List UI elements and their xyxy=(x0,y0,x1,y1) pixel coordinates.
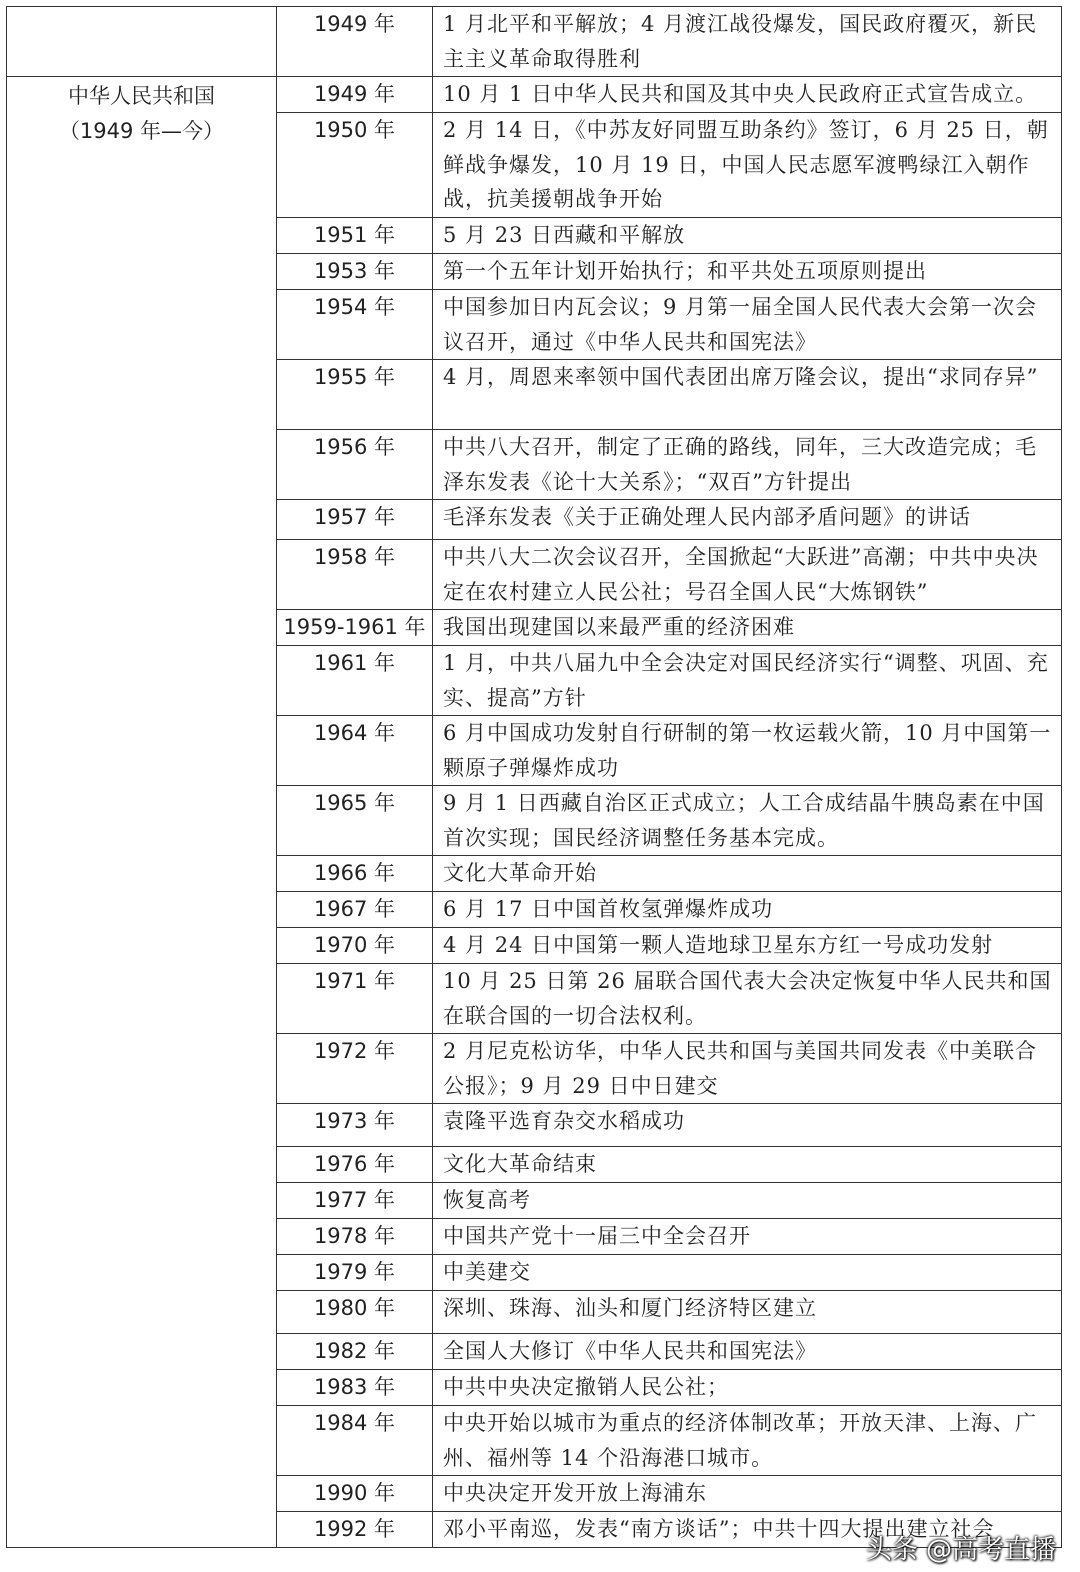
year-cell: 1958 年 xyxy=(277,540,433,610)
event-cell: 文化大革命开始 xyxy=(433,856,1062,892)
event-cell: 6 月 17 日中国首枚氢弹爆炸成功 xyxy=(433,892,1062,928)
event-cell: 中共八大二次会议召开，全国掀起“大跃进”高潮；中共中央决定在农村建立人民公社；号召全国人民“大炼钢铁” xyxy=(433,540,1062,610)
event-cell: 4 月 24 日中国第一颗人造地球卫星东方红一号成功发射 xyxy=(433,928,1062,964)
watermark: 头条 @高考直播 xyxy=(865,1535,1056,1565)
year-cell: 1950 年 xyxy=(277,113,433,218)
year-cell: 1965 年 xyxy=(277,786,433,856)
event-cell: 中央开始以城市为重点的经济体制改革；开放天津、上海、广州、福州等 14 个沿海港口城市。 xyxy=(433,1406,1062,1476)
event-cell: 袁隆平选育杂交水稻成功 xyxy=(433,1104,1062,1147)
year-cell: 1949 年 xyxy=(277,77,433,113)
event-cell: 中国共产党十一届三中全会召开 xyxy=(433,1219,1062,1255)
year-cell: 1990 年 xyxy=(277,1476,433,1512)
year-cell: 1977 年 xyxy=(277,1183,433,1219)
chronology-table xyxy=(6,6,1062,1548)
year-cell: 1966 年 xyxy=(277,856,433,892)
chronology-body xyxy=(7,7,1062,1548)
event-cell: 中美建交 xyxy=(433,1255,1062,1291)
period-name: 中华人民共和国 xyxy=(68,84,215,108)
event-cell: 5 月 23 日西藏和平解放 xyxy=(433,218,1062,254)
year-cell: 1976 年 xyxy=(277,1147,433,1183)
period-range: （1949 年—今） xyxy=(58,118,225,143)
event-cell: 深圳、珠海、汕头和厦门经济特区建立 xyxy=(433,1291,1062,1334)
year-cell: 1949 年 xyxy=(277,7,433,77)
event-cell: 毛泽东发表《关于正确处理人民内部矛盾问题》的讲话 xyxy=(433,500,1062,540)
event-cell: 全国人大修订《中华人民共和国宪法》 xyxy=(433,1334,1062,1370)
year-cell: 1972 年 xyxy=(277,1034,433,1104)
year-cell: 1967 年 xyxy=(277,892,433,928)
event-cell: 中国参加日内瓦会议；9 月第一届全国人民代表大会第一次会议召开，通过《中华人民共和国宪法》 xyxy=(433,290,1062,360)
year-cell: 1964 年 xyxy=(277,716,433,786)
event-cell: 6 月中国成功发射自行研制的第一枚运载火箭，10 月中国第一颗原子弹爆炸成功 xyxy=(433,716,1062,786)
event-cell: 文化大革命结束 xyxy=(433,1147,1062,1183)
year-cell: 1953 年 xyxy=(277,254,433,290)
year-cell: 1992 年 xyxy=(277,1512,433,1548)
event-cell: 中共八大召开，制定了正确的路线，同年，三大改造完成；毛泽东发表《论十大关系》；“双百”方针提出 xyxy=(433,430,1062,500)
event-cell: 10 月 25 日第 26 届联合国代表大会决定恢复中华人民共和国在联合国的一切合法权利。 xyxy=(433,964,1062,1034)
table-row xyxy=(7,77,1062,113)
year-cell: 1982 年 xyxy=(277,1334,433,1370)
event-cell: 我国出现建国以来最严重的经济困难 xyxy=(433,610,1062,646)
year-cell: 1979 年 xyxy=(277,1255,433,1291)
year-cell: 1983 年 xyxy=(277,1370,433,1406)
year-cell: 1959-1961 年 xyxy=(277,610,433,646)
event-cell: 9 月 1 日西藏自治区正式成立；人工合成结晶牛胰岛素在中国首次实现；国民经济调整任务基本完成。 xyxy=(433,786,1062,856)
period-cell-prc xyxy=(7,77,277,1548)
event-cell: 2 月尼克松访华，中华人民共和国与美国共同发表《中美联合公报》；9 月 29 日中日建交 xyxy=(433,1034,1062,1104)
year-cell: 1956 年 xyxy=(277,430,433,500)
event-cell: 2 月 14 日，《中苏友好同盟互助条约》签订，6 月 25 日，朝鲜战争爆发，10 月 19 日，中国人民志愿军渡鸭绿江入朝作战，抗美援朝战争开始 xyxy=(433,113,1062,218)
table-row xyxy=(7,7,1062,77)
year-cell: 1954 年 xyxy=(277,290,433,360)
year-cell: 1970 年 xyxy=(277,928,433,964)
year-cell: 1961 年 xyxy=(277,646,433,716)
event-cell: 10 月 1 日中华人民共和国及其中央人民政府正式宣告成立。 xyxy=(433,77,1062,113)
event-cell: 中共中央决定撤销人民公社； xyxy=(433,1370,1062,1406)
event-cell: 第一个五年计划开始执行；和平共处五项原则提出 xyxy=(433,254,1062,290)
year-cell: 1957 年 xyxy=(277,500,433,540)
event-cell: 中央决定开发开放上海浦东 xyxy=(433,1476,1062,1512)
year-cell: 1980 年 xyxy=(277,1291,433,1334)
event-cell: 1 月北平和平解放；4 月渡江战役爆发，国民政府覆灭，新民主主义革命取得胜利 xyxy=(433,7,1062,77)
event-cell: 邓小平南巡，发表“南方谈话”；中共十四大提出建立社会 xyxy=(433,1512,1062,1548)
event-cell: 4 月，周恩来率领中国代表团出席万隆会议，提出“求同存异” xyxy=(433,360,1062,430)
year-cell: 1971 年 xyxy=(277,964,433,1034)
year-cell: 1973 年 xyxy=(277,1104,433,1147)
year-cell: 1978 年 xyxy=(277,1219,433,1255)
event-cell: 1 月，中共八届九中全会决定对国民经济实行“调整、巩固、充实、提高”方针 xyxy=(433,646,1062,716)
year-cell: 1955 年 xyxy=(277,360,433,430)
year-cell: 1951 年 xyxy=(277,218,433,254)
event-cell: 恢复高考 xyxy=(433,1183,1062,1219)
period-cell-prev xyxy=(7,7,277,77)
year-cell: 1984 年 xyxy=(277,1406,433,1476)
